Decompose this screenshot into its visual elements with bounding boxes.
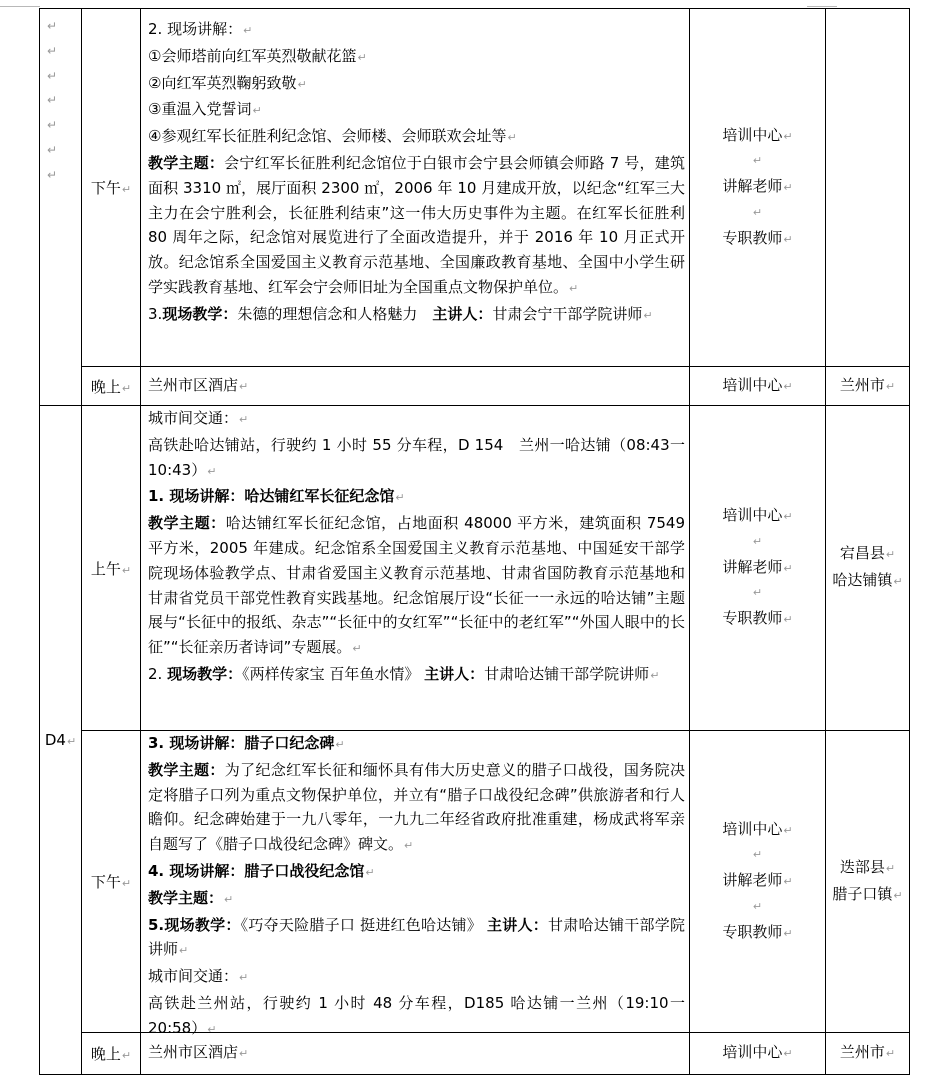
org-cell (690, 406, 825, 730)
pilcrow-mark: ↵ (569, 281, 579, 295)
place-label (832, 882, 902, 909)
pilcrow-mark: ↵ (47, 68, 58, 83)
pilcrow-mark: ↵ (47, 142, 58, 157)
text-run: 高铁赴兰州站，行驶约 1 小时 48 分车程，D185 哈达铺一兰州（19:10一20:58） (148, 993, 685, 1037)
content-cell (141, 9, 689, 366)
pilcrow-mark: ↵ (752, 534, 763, 548)
place-cell (826, 367, 909, 405)
time-label: 晚上 (90, 1045, 121, 1063)
content-paragraph (148, 511, 685, 662)
org-text: 讲解老师 (722, 871, 783, 890)
content-paragraph (148, 17, 685, 44)
pilcrow-mark: ↵ (404, 839, 414, 853)
place-text: 宕昌县 (839, 544, 885, 563)
pilcrow-mark: ↵ (335, 738, 345, 751)
text-run: 3. (148, 304, 163, 323)
place-cell (826, 406, 909, 730)
text-run: 甘肃哈达铺干部学院讲师 (484, 664, 650, 683)
org-text: 专职教师 (722, 609, 783, 628)
text-run: 城市间交通： (148, 409, 239, 427)
bold-text: 5.现场教学： (148, 915, 241, 934)
content-paragraph (148, 1040, 685, 1067)
time-cell (82, 9, 140, 366)
pilcrow-mark: ↵ (121, 183, 132, 196)
pilcrow-mark: ↵ (357, 50, 367, 64)
pilcrow-mark: ↵ (365, 865, 375, 879)
top-right-corner-mark (807, 6, 837, 7)
content-paragraph (148, 484, 685, 511)
bold-text: 主讲人： (432, 304, 493, 323)
pilcrow-mark: ↵ (783, 613, 793, 627)
org-label (722, 555, 792, 582)
content-paragraph (148, 373, 685, 400)
content-paragraph (148, 859, 685, 886)
bold-text: 教学主题： (148, 153, 225, 172)
content-paragraph (148, 964, 685, 991)
content-paragraph (148, 71, 685, 98)
pilcrow-mark: ↵ (507, 131, 517, 145)
text-run: 为了纪念红军长征和缅怀具有伟大历史意义的腊子口战役，国务院决定将腊子口列为重点文物保护单位，并立有“腊子口战役纪念碑”供旅游者和行人瞻仰。纪念碑始建于一九八零年，一九九二年经省政府批准重建，杨成武将军亲自题写了《腊子口战役纪念碑》碑文。 (148, 760, 685, 854)
top-left-corner-mark (0, 6, 40, 7)
time-cell (82, 406, 140, 730)
pilcrow-mark: ↵ (239, 1047, 249, 1060)
bold-text: 教学主题： (148, 514, 226, 533)
pilcrow-mark: ↵ (893, 575, 903, 588)
pilcrow-mark: ↵ (783, 1047, 793, 1061)
bold-text: 3. 现场讲解：腊子口纪念碑 (148, 734, 335, 752)
pilcrow-mark: ↵ (783, 181, 793, 195)
content-cell (141, 367, 689, 405)
place-cell (826, 9, 909, 366)
pilcrow-mark: ↵ (121, 1049, 132, 1062)
table-border-bottom (39, 1074, 910, 1075)
pilcrow-mark: ↵ (47, 93, 58, 108)
pilcrow-mark: ↵ (885, 861, 896, 875)
pilcrow-mark: ↵ (752, 899, 763, 913)
place-label (840, 1040, 895, 1067)
text-run: 兰州市区酒店 (148, 376, 239, 394)
text-run: 《两样传家宝 百年鱼水情》 (242, 664, 425, 683)
content-paragraph (148, 662, 685, 689)
place-text: 腊子口镇 (832, 884, 893, 903)
org-text: 讲解老师 (722, 177, 783, 196)
pilcrow-mark: ↵ (783, 926, 793, 940)
content-paragraph (148, 731, 685, 758)
place-label (840, 373, 895, 400)
pilcrow-mark: ↵ (885, 548, 896, 562)
org-cell (690, 731, 825, 1032)
content-paragraph (148, 44, 685, 71)
day-label: D4 (44, 731, 66, 749)
content-paragraph (148, 302, 685, 329)
org-cell (690, 1033, 825, 1074)
bold-text: 4. 现场讲解：腊子口战役纪念馆 (148, 861, 365, 880)
org-label (722, 606, 792, 633)
place-cell (826, 731, 909, 1032)
text-run: 2. 现场讲解： (148, 20, 243, 38)
pilcrow-mark: ↵ (47, 19, 58, 33)
org-label (722, 817, 792, 844)
pilcrow-mark: ↵ (752, 848, 763, 862)
pilcrow-mark: ↵ (121, 563, 132, 577)
content-paragraph (148, 886, 685, 913)
text-run: ③重温入党誓词 (148, 100, 252, 119)
pilcrow-mark: ↵ (297, 77, 307, 91)
pilcrow-mark: ↵ (243, 24, 253, 37)
text-run: 《巧夺天险腊子口 挺进红色哈达铺》 (240, 915, 488, 934)
pilcrow-mark: ↵ (783, 875, 793, 889)
pilcrow-mark: ↵ (783, 823, 793, 837)
org-text: 培训中心 (722, 1043, 783, 1062)
org-label (722, 373, 792, 400)
pilcrow-mark: ↵ (783, 510, 793, 523)
org-text: 专职教师 (722, 228, 783, 247)
org-label (722, 226, 792, 253)
text-run: ②向红军英烈鞠躬致敬 (148, 73, 297, 92)
text-run: 甘肃哈达铺干部学院讲师 (148, 915, 685, 959)
pilcrow-mark: ↵ (239, 413, 249, 426)
pilcrow-mark: ↵ (885, 379, 896, 393)
pilcrow-mark: ↵ (885, 1047, 896, 1061)
bold-text: 教学主题： (148, 760, 225, 779)
org-label (722, 1040, 792, 1067)
pilcrow-mark: ↵ (207, 1022, 217, 1036)
org-text: 培训中心 (722, 506, 783, 524)
time-cell (82, 731, 140, 1032)
pilcrow-mark: ↵ (252, 104, 262, 118)
pilcrow-mark: ↵ (783, 379, 793, 393)
table-border-right (909, 8, 910, 1075)
place-cell (826, 1033, 909, 1074)
text-run: 朱德的理想信念和人格魅力 (237, 304, 433, 323)
text-run: 甘肃会宁干部学院讲师 (492, 304, 643, 323)
pilcrow-mark: ↵ (207, 464, 217, 478)
content-paragraph (148, 433, 685, 485)
org-text: 讲解老师 (722, 557, 783, 576)
pilcrow-mark: ↵ (47, 43, 58, 58)
time-cell (82, 1033, 140, 1074)
pilcrow-mark: ↵ (352, 642, 362, 656)
content-paragraph (148, 124, 685, 151)
place-text: 哈达铺镇 (832, 571, 893, 589)
pilcrow-mark: ↵ (783, 561, 793, 575)
text-run: 高铁赴哈达铺站，行驶约 1 小时 55 分车程，D 154 兰州一哈达铺（08:43一10:43） (148, 435, 685, 479)
place-text: 兰州市 (839, 1043, 885, 1062)
place-label (832, 568, 902, 595)
pilcrow-mark: ↵ (121, 381, 132, 395)
place-label (840, 855, 895, 882)
bold-text: 教学主题： (148, 888, 224, 907)
org-label (722, 920, 792, 947)
time-label: 晚上 (90, 377, 121, 396)
org-text: 培训中心 (722, 375, 783, 394)
section1-day-marks (47, 14, 57, 188)
time-label: 下午 (90, 873, 121, 891)
pilcrow-mark: ↵ (179, 944, 189, 958)
pilcrow-mark: ↵ (121, 877, 132, 890)
org-text: 专职教师 (722, 922, 783, 941)
content-paragraph (148, 913, 685, 965)
text-run: 哈达铺红军长征纪念馆，占地面积 48000 平方米，建筑面积 7549 平方米，2005 年建成。纪念馆系全国爱国主义教育示范基地、中国延安干部学院现场体验教学点、甘肃省爱国主义教育示范基地、甘肃省国防教育示范基地和甘肃省党员干部党性教育实践基地。纪念馆展厅设“长征一一永远的哈达铺”主题展与“长征中的报纸、杂志”“长征中的女红军”“长征中的老红军”“外国人眼中的长征”“长征亲历者诗词”专题展。 (148, 514, 685, 657)
text-run: 会宁红军长征胜利纪念馆位于白银市会宁县会师镇会师路 7 号，建筑面积 3310 ㎡，展厅面积 2300 ㎡，2006 年 10 月建成开放，以纪念“红军三大主力在会宁胜利会，长征胜利结束”这一伟大历史事件为主题。在红军长征胜利 80 周年之际，纪念馆对展览进行了全面改造提升，并于 2016 年 10 月正式开放。纪念馆系全国爱国主义教育示范基地、全国廉政教育基地、全国中小学生研学实践教育基地、红军会宁会师旧址为全国重点文物保护单位。 (148, 153, 685, 296)
bold-text: 主讲人： (487, 915, 549, 934)
day-cell (40, 406, 81, 1074)
pilcrow-mark: ↵ (239, 380, 249, 393)
text-run: 2. (148, 664, 168, 683)
text-run: 城市间交通： (148, 967, 239, 986)
org-label (722, 868, 792, 895)
pilcrow-mark: ↵ (47, 118, 58, 133)
time-label: 上午 (90, 559, 121, 578)
pilcrow-mark: ↵ (783, 129, 793, 143)
pilcrow-mark: ↵ (47, 167, 58, 182)
org-label (722, 503, 792, 530)
time-cell (82, 367, 140, 405)
place-text: 迭部县 (839, 857, 885, 876)
bold-text: 现场教学： (167, 664, 243, 683)
pilcrow-mark: ↵ (783, 232, 793, 246)
pilcrow-mark: ↵ (395, 491, 405, 505)
pilcrow-mark: ↵ (650, 668, 660, 682)
content-paragraph (148, 758, 685, 859)
pilcrow-mark: ↵ (752, 205, 763, 219)
pilcrow-mark: ↵ (643, 308, 653, 322)
content-paragraph (148, 151, 685, 302)
org-cell (690, 367, 825, 405)
content-cell (141, 1033, 689, 1074)
pilcrow-mark: ↵ (752, 154, 763, 168)
content-cell (141, 731, 689, 1037)
bold-text: 1. 现场讲解：哈达铺红军长征纪念馆 (148, 487, 395, 506)
content-paragraph (148, 406, 685, 433)
text-run: 兰州市区酒店 (148, 1043, 239, 1061)
org-label (722, 174, 792, 201)
bold-text: 现场教学： (162, 304, 238, 323)
org-cell (690, 9, 825, 366)
place-label (840, 541, 895, 568)
org-text: 培训中心 (722, 819, 783, 838)
bold-text: 主讲人： (424, 664, 485, 683)
content-paragraph (148, 97, 685, 124)
place-text: 兰州市 (839, 375, 885, 394)
org-text: 培训中心 (722, 125, 783, 144)
time-label: 下午 (90, 179, 121, 197)
content-cell (141, 406, 689, 730)
org-label (722, 123, 792, 150)
pilcrow-mark: ↵ (66, 735, 77, 748)
pilcrow-mark: ↵ (224, 892, 234, 906)
text-run: ④参观红军长征胜利纪念馆、会师楼、会师联欢会址等 (148, 127, 507, 146)
text-run: ①会师塔前向红军英烈敬献花篮 (148, 46, 357, 65)
pilcrow-mark: ↵ (893, 888, 903, 902)
pilcrow-mark: ↵ (239, 971, 249, 985)
pilcrow-mark: ↵ (752, 586, 763, 600)
